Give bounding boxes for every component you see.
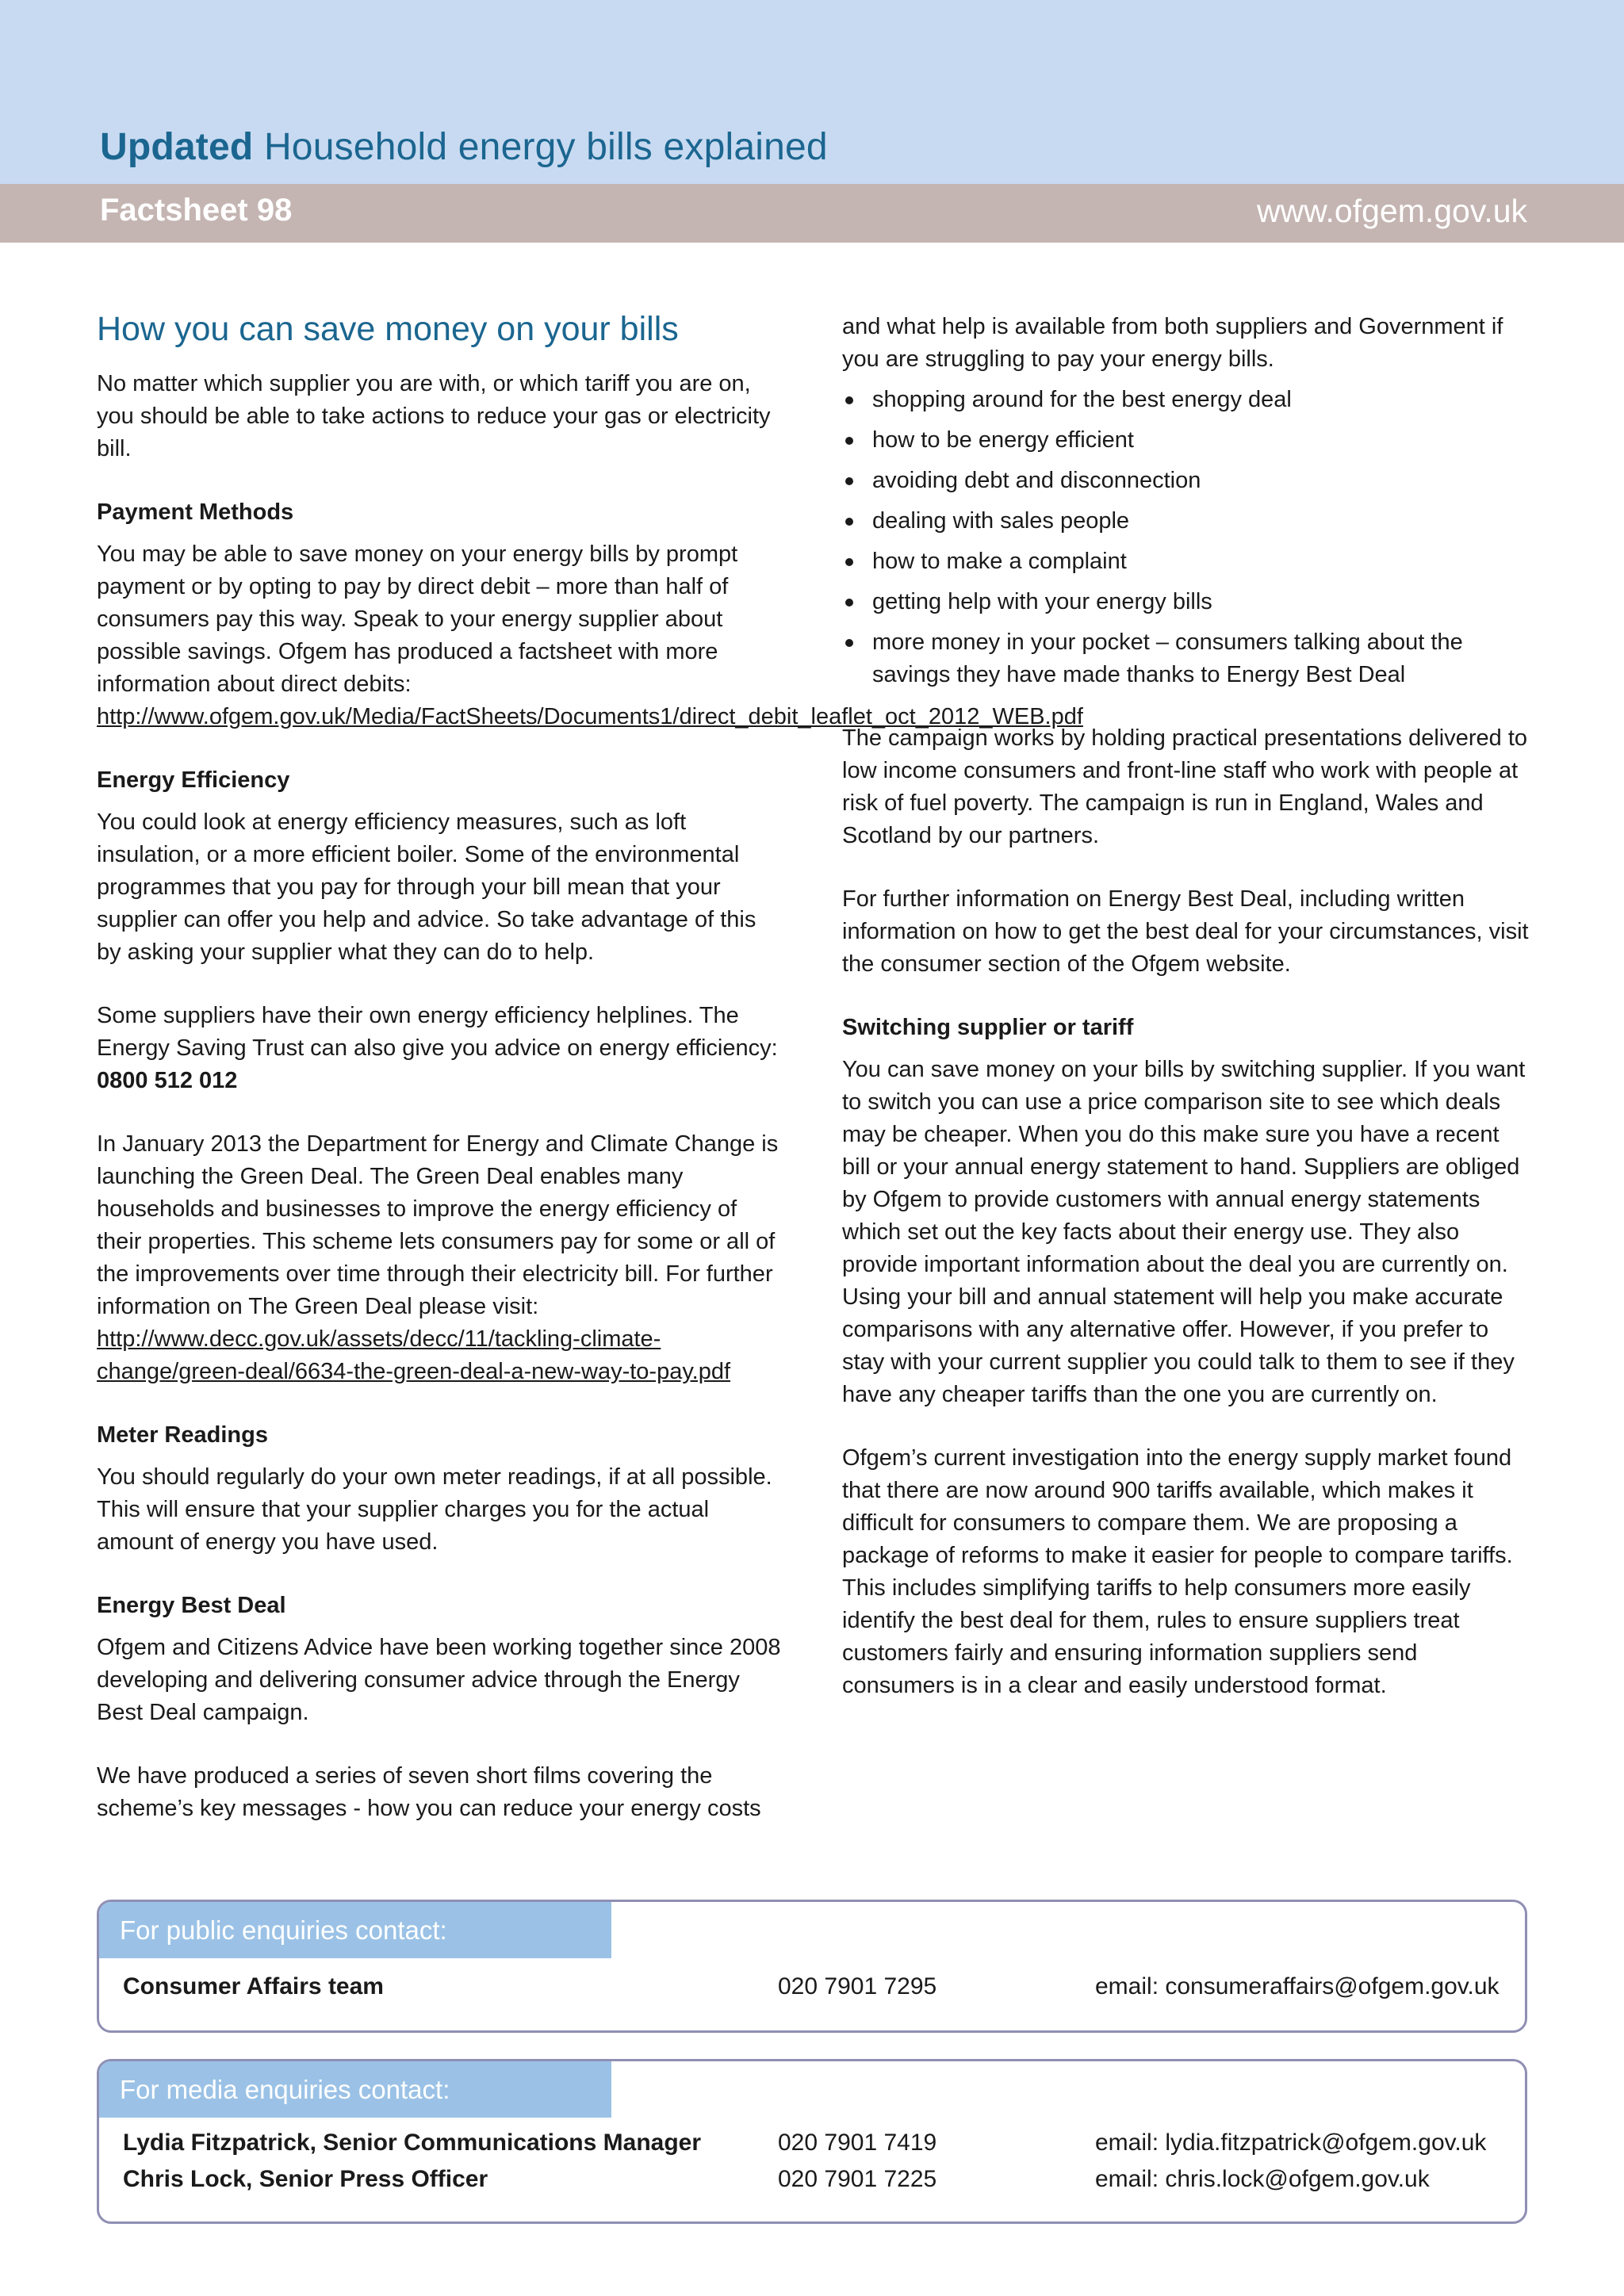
list-item: avoiding debt and disconnection xyxy=(842,465,1530,497)
list-item: shopping around for the best energy deal xyxy=(842,384,1530,416)
list-item: dealing with sales people xyxy=(842,505,1530,538)
payment-methods-text: You may be able to save money on your energy bills by prompt payment or by opting to pay by direct debit – more than half of consumers pay this way. Speak to your energy supplier about possible savings. Ofgem has produced a factsheet with more information about direct debits: xyxy=(97,541,738,697)
contact-phone: 020 7901 7295 xyxy=(778,1973,937,1999)
switching-heading: Switching supplier or tariff xyxy=(842,1015,1134,1040)
factsheet-number: Factsheet 98 xyxy=(100,193,293,228)
website-link[interactable]: www.ofgem.gov.uk xyxy=(1256,193,1527,229)
list-item: how to be energy efficient xyxy=(842,424,1530,457)
list-item: getting help with your energy bills xyxy=(842,586,1530,618)
contact-name: Consumer Affairs team xyxy=(123,1973,384,1999)
direct-debit-link[interactable]: http://www.ofgem.gov.uk/Media/FactSheets/Documents1/direct_debit_leaflet_oct_2012_WEB.pdf xyxy=(97,704,1083,729)
efficiency-paragraph-2 xyxy=(97,1000,785,1097)
media-enquiries-heading: For media enquiries contact: xyxy=(99,2061,611,2118)
best-deal-paragraph-2: We have produced a series of seven short films covering the scheme’s key messages - how you can reduce your energy costs xyxy=(97,1763,761,1821)
title-updated: Updated xyxy=(100,126,254,168)
contact-email[interactable]: email: lydia.fitzpatrick@ofgem.gov.uk xyxy=(1095,2130,1487,2156)
meter-readings-paragraph: You should regularly do your own meter readings, if at all possible. This will ensure that your supplier charges you for the actual amount of energy you have used. xyxy=(97,1464,772,1555)
intro-paragraph: No matter which supplier you are with, or which tariff you are on, you should be able to take actions to reduce your gas or electricity bill. xyxy=(97,371,771,461)
contact-email[interactable]: email: chris.lock@ofgem.gov.uk xyxy=(1095,2166,1430,2192)
meter-readings-heading: Meter Readings xyxy=(97,1422,268,1448)
green-deal-link[interactable]: http://www.decc.gov.uk/assets/decc/11/tackling-climate-change/green-deal/6634-the-green-deal-a-new-way-to-pay.pdf xyxy=(97,1326,731,1384)
energy-saving-trust-phone: 0800 512 012 xyxy=(97,1068,238,1093)
payment-methods-heading: Payment Methods xyxy=(97,499,294,525)
campaign-paragraph: The campaign works by holding practical presentations delivered to low income consumers and front-line staff who work with people at risk of fuel poverty. The campaign is run in England, Wales and Scotland by our partners. xyxy=(842,725,1528,848)
energy-best-deal-heading: Energy Best Deal xyxy=(97,1593,286,1618)
public-enquiries-box xyxy=(97,1900,1527,2033)
best-deal-paragraph-1: Ofgem and Citizens Advice have been working together since 2008 developing and delivering consumer advice through the Energy Best Deal campaign. xyxy=(97,1635,781,1725)
energy-efficiency-heading: Energy Efficiency xyxy=(97,767,290,793)
contact-phone: 020 7901 7225 xyxy=(778,2166,937,2192)
green-deal-text: In January 2013 the Department for Energy and Climate Change is launching the Green Deal. The Green Deal enables many households and businesses to improve the energy efficiency of their properties. This scheme lets consumers pay for some or all of the improvements over time through their electricity bill. For further information on The Green Deal please visit: xyxy=(97,1131,779,1319)
media-enquiries-box xyxy=(97,2059,1527,2224)
contact-name: Chris Lock, Senior Press Officer xyxy=(123,2166,488,2192)
contact-row xyxy=(123,2125,1503,2161)
list-item: how to make a complaint xyxy=(842,545,1530,578)
continued-paragraph: and what help is available from both suppliers and Government if you are struggling to pay your energy bills. xyxy=(842,314,1503,372)
page-title xyxy=(100,125,828,169)
contact-phone: 020 7901 7419 xyxy=(778,2130,937,2156)
green-deal-paragraph xyxy=(97,1128,785,1388)
contact-row xyxy=(123,2161,1503,2198)
public-enquiries-heading: For public enquiries contact: xyxy=(99,1902,611,1958)
efficiency-text-2: Some suppliers have their own energy efficiency helplines. The Energy Saving Trust can also give you advice on energy efficiency: xyxy=(97,1003,778,1061)
right-column xyxy=(842,311,1530,1702)
best-deal-bullet-list xyxy=(842,384,1530,691)
switching-paragraph-1: You can save money on your bills by switching supplier. If you want to switch you can use a price comparison site to see which deals may be cheaper. When you do this make sure you have a recent bill or your annual energy statement to hand. Suppliers are obliged by Ofgem to provide customers with annual energy statements which set out the key facts about their energy use. They also provide important information about the deal you are currently on. Using your bill and annual statement will help you make accurate comparisons with any alternative offer. However, if you prefer to stay with your current supplier you could talk to them to see if they have any cheaper tariffs than the one you are currently on. xyxy=(842,1057,1526,1407)
contact-email[interactable]: email: consumeraffairs@ofgem.gov.uk xyxy=(1095,1973,1500,1999)
list-item: more money in your pocket – consumers talking about the savings they have made thanks to Energy Best Deal xyxy=(842,626,1530,691)
contact-name: Lydia Fitzpatrick, Senior Communications Manager xyxy=(123,2130,702,2156)
title-text: Household energy bills explained xyxy=(253,126,828,168)
further-info-paragraph: For further information on Energy Best Deal, including written information on how to get the best deal for your circumstances, visit the consumer section of the Ofgem website. xyxy=(842,886,1529,977)
section-heading: How you can save money on your bills xyxy=(97,310,679,348)
switching-paragraph-2: Ofgem’s current investigation into the energy supply market found that there are now around 900 tariffs available, which makes it difficult for consumers to compare them. We are proposing a package of reforms to make it easier for people to compare tariffs. This includes simplifying tariffs to help consumers more easily identify the best deal for them, rules to ensure suppliers treat customers fairly and ensuring information suppliers send consumers is in a clear and easily understood format. xyxy=(842,1445,1513,1698)
contact-row xyxy=(123,1969,1503,2005)
efficiency-paragraph-1: You could look at energy efficiency measures, such as loft insulation, or a more efficient boiler. Some of the environmental programmes that you pay for through your bill mean that your supplier can offer you help and advice. So take advantage of this by asking your supplier what they can do to help. xyxy=(97,809,756,965)
